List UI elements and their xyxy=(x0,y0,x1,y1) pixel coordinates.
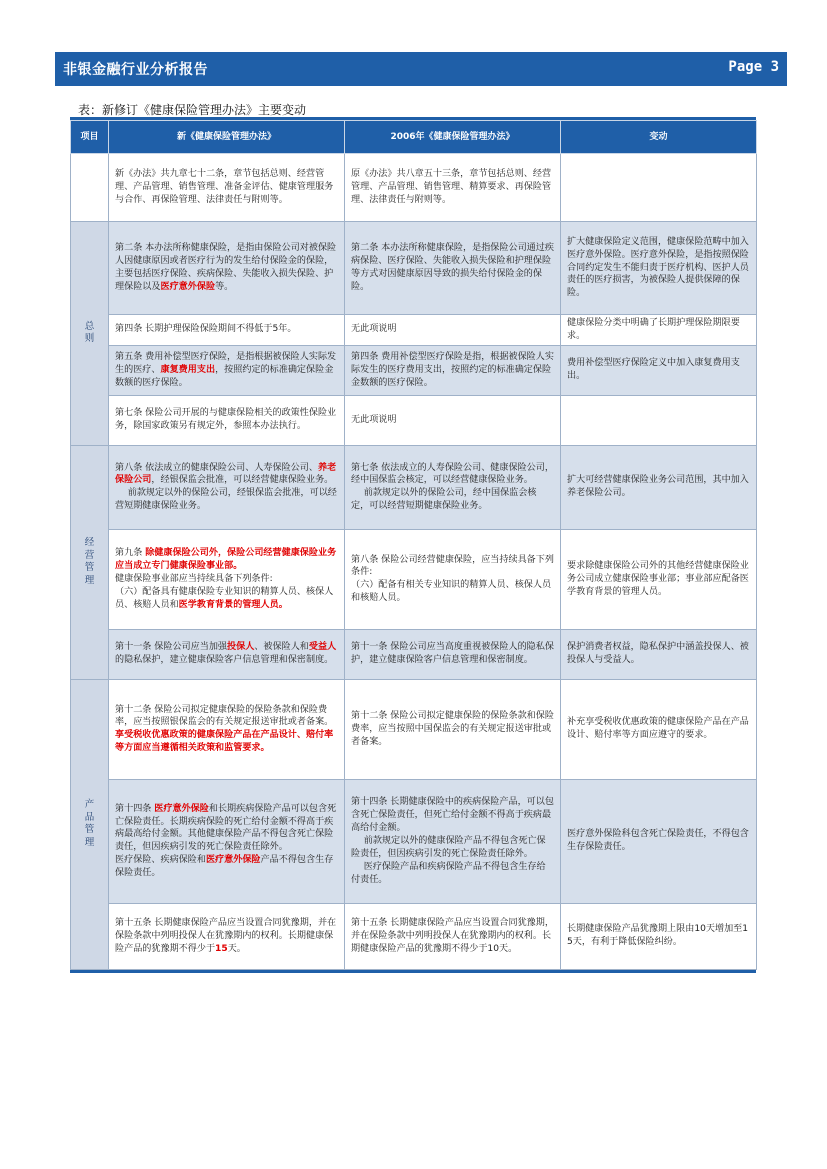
new-rule-cell: 第四条 长期护理保险保险期间不得低于5年。 xyxy=(109,315,345,346)
old-rule-cell: 第十一条 保险公司应当高度重视被保险人的隐私保护，建立健康保险客户信息管理和保密制度。 xyxy=(345,629,561,679)
change-cell: 医疗意外保险科包含死亡保险责任，不得包含生存保险责任。 xyxy=(561,779,757,903)
new-rule-cell xyxy=(109,345,345,395)
report-header-bar xyxy=(55,52,787,86)
highlight-text: 受益人 xyxy=(308,642,337,653)
change-cell: 长期健康保险产品犹豫期上限由10天增加至15天，有利于降低保险纠纷。 xyxy=(561,903,757,969)
new-rule-cell xyxy=(109,529,345,629)
highlight-text: 养老保险公司 xyxy=(115,462,337,486)
text-segment: 第十二条 保险公司拟定健康保险的保险条款和保险费率，应当按照银保监会的有关规定报送审批或者备案。 xyxy=(115,704,334,728)
change-cell: 费用补偿型医疗保险定义中加入康复费用支出。 xyxy=(561,345,757,395)
new-rule-cell xyxy=(109,903,345,969)
text-segment: 医疗保险产品和疾病保险产品不得包含生存给付责任。 xyxy=(351,861,546,885)
text-segment: 前款规定以外的保险公司，经中国保监会核定，可以经营短期健康保险业务。 xyxy=(351,488,537,512)
text-segment: 第十五条 长期健康保险产品应当设置合同犹豫期，并在保险条款中列明投保人在犹豫期内的权利。长期健康保险产品的犹豫期不得少于 xyxy=(115,917,337,954)
new-rule-cell xyxy=(109,445,345,529)
old-rule-cell: 第十二条 保险公司拟定健康保险的保险条款和保险费率，应当按照中国保监会的有关规定报送审批或者备案。 xyxy=(345,679,561,779)
new-rule-cell: 新《办法》共九章七十二条，章节包括总则、经营管理、产品管理、销售管理、准备金评估、健康管理服务与合作、再保险管理、法律责任与附则等。 xyxy=(109,154,345,222)
text-segment: 、被保险人和 xyxy=(254,642,309,653)
change-cell xyxy=(561,395,757,445)
table-row xyxy=(71,154,757,222)
text-segment: 和长期疾病保险产品可以包含死亡保险责任。长期疾病保险的死亡给付金额不得高于疾病最高给付金额。其他健康保险产品不得包含死亡保险责任，但因疾病引发的死亡保险责任除外。 xyxy=(115,803,337,853)
comparison-table-wrapper xyxy=(70,117,756,973)
report-title: 非银金融行业分析报告 xyxy=(63,62,208,78)
highlight-text: 享受税收优惠政策的健康保险产品在产品设计、赔付率等方面应当遵循相关政策和监管要求。 xyxy=(115,730,334,754)
highlight-text: 医疗意外保险 xyxy=(205,855,261,866)
table-row xyxy=(71,445,757,529)
text-segment: 等。 xyxy=(215,281,234,292)
page-number: Page 3 xyxy=(728,59,779,75)
old-rule-cell: 无此项说明 xyxy=(345,315,561,346)
new-rule-cell: 第七条 保险公司开展的与健康保险相关的政策性保险业务，除国家政策另有规定外，参照本办法执行。 xyxy=(109,395,345,445)
new-rule-cell xyxy=(109,629,345,679)
old-rule-cell xyxy=(345,445,561,529)
text-segment: 第八条 保险公司经营健康保险，应当持续具备下列条件: xyxy=(351,554,554,578)
table-row xyxy=(71,779,757,903)
text-segment: 第二条 本办法所称健康保险，是指由保险公司对被保险人因健康原因或者医疗行为的发生给付保险金的保险，主要包括医疗保险、疾病保险、失能收入损失保险、护理保险以及 xyxy=(115,243,337,292)
text-segment: ，按照约定的标准确定保险金数额的医疗保险。 xyxy=(115,364,334,388)
change-cell xyxy=(561,154,757,222)
text-segment: 第十一条 保险公司应当加强 xyxy=(115,642,228,653)
old-rule-cell: 第二条 本办法所称健康保险，是指保险公司通过疾病保险、医疗保险、失能收入损失保险和护理保险等方式对因健康原因导致的损失给付保险金的保险。 xyxy=(345,222,561,315)
highlight-text: 除健康保险公司外，保险公司经营健康保险业务应当成立专门健康保险事业部。 xyxy=(115,548,337,571)
header-change: 变动 xyxy=(561,121,757,154)
change-cell: 要求除健康保险公司外的其他经营健康保险业务公司成立健康保险事业部；事业部应配备医学教育背景的管理人员。 xyxy=(561,529,757,629)
section-label-operation: 经 营 管 理 xyxy=(71,445,109,679)
section-label-product: 产 品 管 理 xyxy=(71,679,109,969)
text-segment: 第九条 xyxy=(115,548,146,559)
table-caption: 表：新修订《健康保险管理办法》主要变动 xyxy=(78,103,307,117)
comparison-table xyxy=(70,120,757,970)
old-rule-cell xyxy=(345,529,561,629)
highlight-text: 医疗意外保险 xyxy=(154,803,209,814)
old-rule-cell: 无此项说明 xyxy=(345,395,561,445)
text-segment: 前款规定以外的健康保险产品不得包含死亡保险责任，但因疾病引发的死亡保险责任除外。 xyxy=(351,835,546,859)
change-cell: 补充享受税收优惠政策的健康保险产品在产品设计、赔付率等方面应遵守的要求。 xyxy=(561,679,757,779)
new-rule-cell xyxy=(109,779,345,903)
table-row xyxy=(71,315,757,346)
highlight-text: 医疗意外保险 xyxy=(160,281,216,292)
text-segment: （六）配备有相关专业知识的精算人员、核保人员和核赔人员。 xyxy=(351,580,552,604)
table-row xyxy=(71,222,757,315)
change-cell: 保护消费者权益，隐私保护中涵盖投保人、被投保人与受益人。 xyxy=(561,629,757,679)
change-cell: 扩大健康保险定义范围，健康保险范畴中加入医疗意外保险。医疗意外保险，是指按照保险合同约定发生不能归责于医疗机构、医护人员责任的医疗损害，为被保险人提供保障的保险。 xyxy=(561,222,757,315)
text-segment: 的隐私保护，建立健康保险客户信息管理和保密制度。 xyxy=(115,655,334,666)
highlight-text: 医学教育背景的管理人员。 xyxy=(178,599,288,610)
section-cell-empty xyxy=(71,154,109,222)
text-segment: 医疗保险、疾病保险和 xyxy=(115,855,206,866)
highlight-text: 15 xyxy=(215,943,228,954)
change-cell: 扩大可经营健康保险业务公司范围，其中加入养老保险公司。 xyxy=(561,445,757,529)
table-row xyxy=(71,529,757,629)
table-row xyxy=(71,679,757,779)
new-rule-cell xyxy=(109,222,345,315)
table-row xyxy=(71,903,757,969)
table-header-row xyxy=(71,121,757,154)
old-rule-cell: 原《办法》共八章五十三条，章节包括总则、经营管理、产品管理、销售管理、精算要求、再保险管理、法律责任与附则等。 xyxy=(345,154,561,222)
text-segment: 第十四条 xyxy=(115,803,155,814)
change-cell: 健康保险分类中明确了长期护理保险期限要求。 xyxy=(561,315,757,346)
text-segment: （六）配备具有健康保险专业知识的精算人员、核保人员、核赔人员和 xyxy=(115,586,334,610)
highlight-text: 康复费用支出 xyxy=(160,364,216,375)
header-old-rules: 2006年《健康保险管理办法》 xyxy=(345,121,561,154)
text-segment: 健康保险事业部应当持续具备下列条件: xyxy=(115,573,273,584)
old-rule-cell: 第四条 费用补偿型医疗保险是指，根据被保险人实际发生的医疗费用支出，按照约定的标准确定保险金数额的医疗保险。 xyxy=(345,345,561,395)
old-rule-cell xyxy=(345,779,561,903)
new-rule-cell xyxy=(109,679,345,779)
text-segment: 产品不得包含生存保险责任。 xyxy=(115,855,334,879)
highlight-text: 投保人 xyxy=(227,642,255,653)
text-segment: 第八条 依法成立的健康保险公司、人寿保险公司、 xyxy=(115,462,318,473)
header-item: 项目 xyxy=(71,121,109,154)
text-segment: 第五条 费用补偿型医疗保险，是指根据被保险人实际发生的医疗、 xyxy=(115,351,337,375)
table-row xyxy=(71,629,757,679)
text-segment: 第七条 依法成立的人寿保险公司、健康保险公司，经中国保监会核定，可以经营健康保险业务。 xyxy=(351,462,554,486)
text-segment: 第十四条 长期健康保险中的疾病保险产品，可以包含死亡保险责任，但死亡给付金额不得高于疾病最高给付金额。 xyxy=(351,797,554,833)
text-segment: 天。 xyxy=(227,943,246,954)
header-new-rules: 新《健康保险管理办法》 xyxy=(109,121,345,154)
text-segment: ，经银保监会批准，可以经营健康保险业务。 xyxy=(151,475,334,486)
section-label-general: 总 则 xyxy=(71,222,109,446)
table-row xyxy=(71,345,757,395)
text-segment: 前款规定以外的保险公司，经银保监会批准，可以经营短期健康保险业务。 xyxy=(115,488,337,512)
table-row xyxy=(71,395,757,445)
old-rule-cell: 第十五条 长期健康保险产品应当设置合同犹豫期，并在保险条款中列明投保人在犹豫期内的权利。长期健康保险产品的犹豫期不得少于10天。 xyxy=(345,903,561,969)
